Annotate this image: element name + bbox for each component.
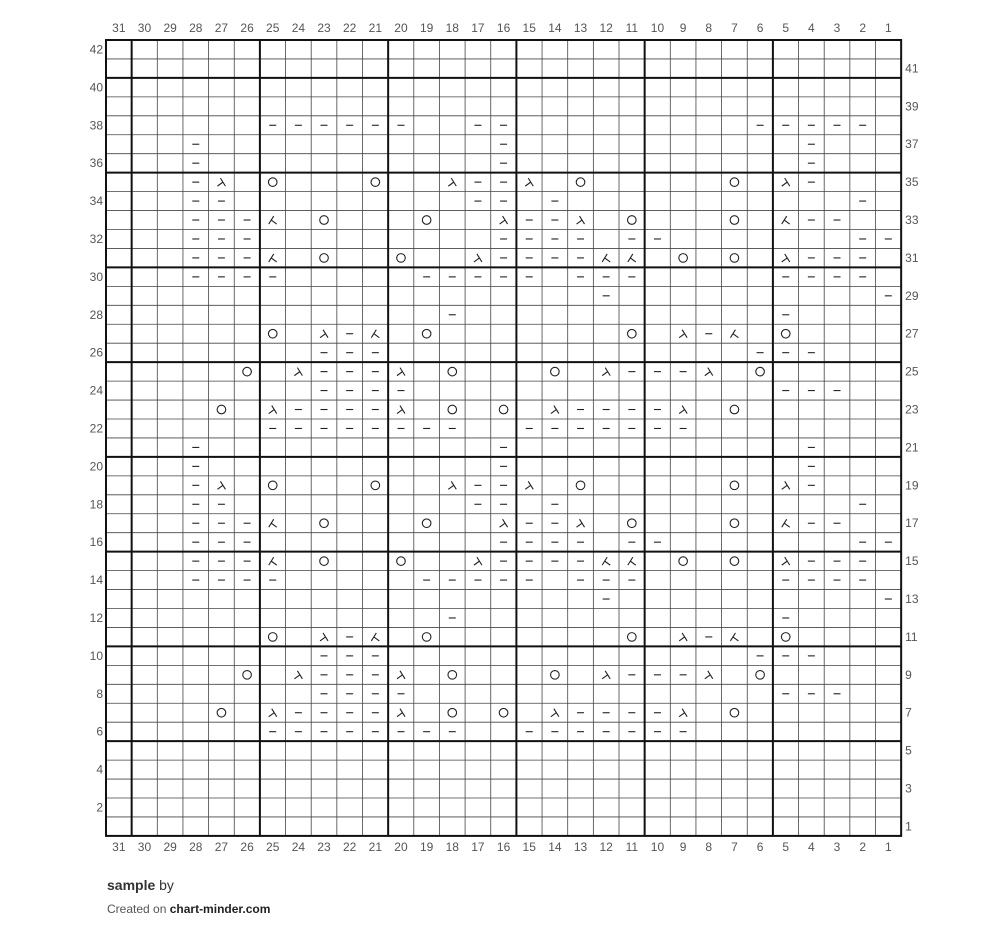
pattern-title: sample [107,877,156,893]
yarn-over-symbol [422,633,431,642]
right-decrease-symbol [730,633,738,641]
column-number-top: 14 [548,21,562,35]
right-decrease-symbol [269,519,277,527]
left-decrease-symbol [448,481,456,489]
right-decrease-symbol [782,519,790,527]
row-number-right: 41 [905,61,919,76]
column-number-bottom: 29 [163,839,177,854]
right-decrease-symbol [371,633,379,641]
yarn-over-symbol [320,519,329,528]
left-decrease-symbol [782,557,790,565]
left-decrease-symbol [551,406,559,414]
left-decrease-symbol [705,368,713,376]
yarn-over-symbol [576,178,585,187]
row-number-left: 4 [96,762,103,777]
yarn-over-symbol [268,481,277,490]
left-decrease-symbol [320,633,328,641]
chart-footer [107,876,270,916]
author-by-label: by [159,877,174,893]
column-number-top: 4 [808,21,815,35]
left-decrease-symbol [782,481,790,489]
column-number-bottom: 21 [368,839,383,854]
yarn-over-symbol [371,178,380,187]
credit-line [107,902,270,916]
yarn-over-symbol [448,671,457,680]
row-number-right: 21 [905,440,919,455]
row-number-left: 30 [89,269,103,284]
column-number-top: 29 [163,21,177,35]
column-number-bottom: 2 [859,839,867,854]
column-number-top: 22 [342,21,357,35]
left-decrease-symbol [602,671,610,679]
column-number-top: 10 [650,21,665,35]
row-number-left: 34 [89,194,103,209]
yarn-over-symbol [628,519,637,528]
row-number-left: 20 [89,459,103,474]
left-decrease-symbol [448,178,456,186]
yarn-over-symbol [268,178,277,187]
column-number-bottom: 13 [573,839,588,854]
yarn-over-symbol [551,671,560,680]
column-number-top: 12 [599,21,613,35]
row-number-left: 38 [89,118,103,133]
left-decrease-symbol [294,368,302,376]
column-number-top: 5 [782,21,790,35]
yarn-over-symbol [371,481,380,490]
row-number-right: 1 [905,819,912,834]
row-number-right: 37 [905,137,919,152]
left-decrease-symbol [679,330,687,338]
column-number-top: 31 [112,21,126,35]
column-number-bottom: 24 [291,839,306,854]
column-number-bottom: 26 [240,839,254,854]
left-decrease-symbol [525,178,533,186]
yarn-over-symbol [756,367,765,376]
yarn-over-symbol [730,254,739,263]
yarn-over-symbol [397,557,406,566]
yarn-over-symbol [551,367,560,376]
row-number-right: 39 [905,99,919,114]
yarn-over-symbol [217,405,226,414]
yarn-over-symbol [243,367,252,376]
left-decrease-symbol [474,557,482,565]
yarn-over-symbol [628,329,637,338]
yarn-over-symbol [499,708,508,717]
right-decrease-symbol [371,330,379,338]
row-number-right: 15 [905,554,919,569]
column-number-top: 6 [756,21,764,35]
yarn-over-symbol [781,329,790,338]
yarn-over-symbol [781,633,790,642]
row-number-left: 26 [89,345,103,360]
column-number-bottom: 11 [625,839,639,854]
right-decrease-symbol [628,254,636,262]
column-number-top: 20 [394,21,408,35]
column-number-top: 17 [471,21,485,35]
right-decrease-symbol [269,557,277,565]
column-number-bottom: 28 [189,839,203,854]
yarn-over-symbol [320,557,329,566]
column-number-bottom: 4 [808,839,815,854]
row-number-left: 16 [89,535,103,550]
column-number-bottom: 1 [884,839,892,854]
left-decrease-symbol [269,709,277,717]
yarn-over-symbol [448,367,457,376]
yarn-over-symbol [268,633,277,642]
column-number-bottom: 5 [782,839,790,854]
row-number-left: 22 [89,421,103,436]
yarn-over-symbol [730,708,739,717]
left-decrease-symbol [217,481,225,489]
column-number-top: 15 [522,21,536,35]
row-number-left: 42 [89,42,103,57]
column-number-bottom: 18 [445,839,459,854]
yarn-over-symbol [679,557,688,566]
right-decrease-symbol [782,216,790,224]
row-number-left: 32 [89,231,103,246]
row-number-right: 9 [905,667,912,682]
yarn-over-symbol [730,481,739,490]
right-decrease-symbol [628,557,636,565]
yarn-over-symbol [243,671,252,680]
column-number-top: 9 [679,21,687,35]
column-number-bottom: 15 [522,839,536,854]
left-decrease-symbol [294,671,302,679]
left-decrease-symbol [217,178,225,186]
row-number-right: 35 [905,175,919,190]
left-decrease-symbol [551,709,559,717]
left-decrease-symbol [679,406,687,414]
right-decrease-symbol [269,216,277,224]
row-number-right: 31 [905,250,919,265]
yarn-over-symbol [679,254,688,263]
left-decrease-symbol [397,406,405,414]
column-number-top: 18 [445,21,459,35]
row-number-left: 10 [89,648,103,663]
right-decrease-symbol [730,330,738,338]
column-number-top: 30 [137,21,152,35]
left-decrease-symbol [320,330,328,338]
column-number-top: 19 [419,21,434,35]
column-number-bottom: 16 [496,839,511,854]
column-number-top: 11 [625,21,639,35]
column-number-bottom: 9 [679,839,687,854]
column-number-top: 26 [240,21,254,35]
yarn-over-symbol [397,254,406,263]
row-number-right: 13 [905,592,919,607]
row-number-left: 18 [89,497,103,512]
left-decrease-symbol [397,671,405,679]
column-number-bottom: 19 [419,839,434,854]
yarn-over-symbol [217,708,226,717]
column-number-bottom: 27 [214,839,229,854]
row-number-right: 29 [905,288,919,303]
row-number-right: 27 [905,326,919,341]
row-number-left: 14 [89,573,103,588]
yarn-over-symbol [628,216,637,225]
right-decrease-symbol [269,254,277,262]
column-number-top: 7 [731,21,738,35]
row-number-right: 25 [905,364,919,379]
yarn-over-symbol [499,405,508,414]
column-number-top: 8 [705,21,713,35]
column-number-top: 3 [833,21,841,35]
left-decrease-symbol [679,709,687,717]
row-number-right: 5 [905,743,912,758]
row-number-left: 24 [89,383,103,398]
column-number-top: 24 [291,21,306,35]
yarn-over-symbol [320,254,329,263]
column-number-top: 13 [573,21,588,35]
yarn-over-symbol [576,481,585,490]
column-number-bottom: 20 [394,839,408,854]
column-number-bottom: 8 [705,839,713,854]
credit-site-link[interactable]: chart-minder.com [169,902,271,916]
row-number-left: 8 [96,686,103,701]
yarn-over-symbol [756,671,765,680]
row-number-left: 36 [89,156,103,171]
left-decrease-symbol [474,254,482,262]
left-decrease-symbol [525,481,533,489]
row-number-right: 11 [905,629,918,644]
column-number-bottom: 17 [471,839,485,854]
pattern-title-line [107,876,270,894]
yarn-over-symbol [730,178,739,187]
yarn-over-symbol [422,216,431,225]
column-number-top: 16 [496,21,511,35]
column-number-bottom: 6 [756,839,764,854]
left-decrease-symbol [782,254,790,262]
left-decrease-symbol [705,671,713,679]
row-number-right: 3 [905,781,912,796]
column-number-bottom: 7 [731,839,738,854]
column-number-bottom: 3 [833,839,841,854]
column-number-top: 27 [214,21,229,35]
yarn-over-symbol [422,519,431,528]
row-number-right: 17 [905,516,919,531]
right-decrease-symbol [602,557,610,565]
yarn-over-symbol [730,519,739,528]
column-number-top: 2 [859,21,867,35]
yarn-over-symbol [448,405,457,414]
yarn-over-symbol [730,405,739,414]
column-number-bottom: 25 [266,839,280,854]
column-number-bottom: 22 [342,839,357,854]
left-decrease-symbol [577,519,585,527]
left-decrease-symbol [782,178,790,186]
column-number-top: 23 [317,21,331,35]
column-number-top: 25 [266,21,280,35]
left-decrease-symbol [602,368,610,376]
left-decrease-symbol [577,216,585,224]
column-number-bottom: 14 [548,839,562,854]
yarn-over-symbol [422,329,431,338]
row-number-right: 19 [905,478,919,493]
left-decrease-symbol [500,216,508,224]
column-number-bottom: 23 [317,839,331,854]
yarn-over-symbol [448,708,457,717]
left-decrease-symbol [679,633,687,641]
column-number-bottom: 12 [599,839,613,854]
column-number-bottom: 10 [650,839,665,854]
column-number-top: 1 [884,21,892,35]
row-number-left: 12 [89,610,103,625]
left-decrease-symbol [397,709,405,717]
column-number-bottom: 30 [137,839,152,854]
row-number-left: 28 [89,307,103,322]
row-number-right: 23 [905,402,919,417]
yarn-over-symbol [268,329,277,338]
yarn-over-symbol [730,216,739,225]
row-number-left: 40 [89,80,103,95]
column-number-top: 21 [368,21,383,35]
column-number-top: 28 [189,21,203,35]
row-number-right: 7 [905,705,912,720]
row-number-right: 33 [905,213,919,228]
left-decrease-symbol [269,406,277,414]
right-decrease-symbol [602,254,610,262]
yarn-over-symbol [730,557,739,566]
left-decrease-symbol [500,519,508,527]
row-number-left: 2 [96,800,103,815]
yarn-over-symbol [320,216,329,225]
column-number-bottom: 31 [112,839,126,854]
left-decrease-symbol [397,368,405,376]
credit-prefix: Created on [107,902,167,916]
row-number-left: 6 [96,724,103,739]
yarn-over-symbol [628,633,637,642]
